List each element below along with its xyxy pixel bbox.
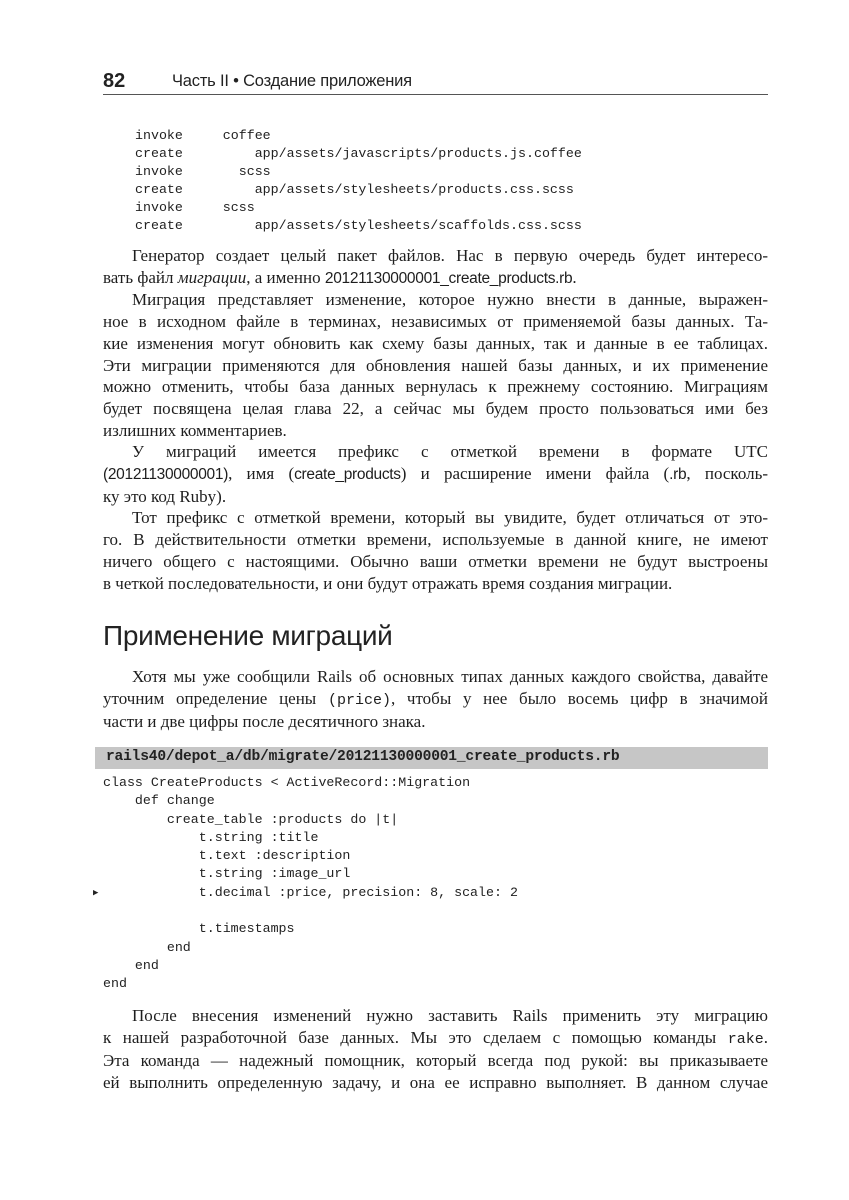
text-run: , имя ( <box>228 464 295 484</box>
paragraph <box>103 441 768 507</box>
code-file-name: rails40/depot_a/db/migrate/20121130000001_create_products.rb <box>106 749 620 765</box>
code-line <box>103 939 518 957</box>
code-file-header <box>95 747 768 769</box>
code-text: class CreateProducts < ActiveRecord::Migration <box>103 775 471 790</box>
generator-output-line: invoke scss <box>135 200 255 215</box>
text-line <box>103 688 768 712</box>
generator-output-line: create app/assets/javascripts/products.js.coffee <box>135 146 582 161</box>
text-run: ) и расширение имени файла ( <box>400 464 670 484</box>
text-line <box>103 486 768 508</box>
code-text: create_table :products do |t| <box>103 811 399 827</box>
text-run: будет посвящена целая глава 22, а сейчас мы будем просто пользоваться ими без <box>103 398 768 418</box>
code-line <box>103 975 518 993</box>
header-divider <box>103 94 768 95</box>
text-run: вать файл <box>103 267 178 287</box>
text-run: уточним определение цены <box>103 688 328 708</box>
text-line <box>103 529 768 551</box>
text-run: Эта команда — надежный помощник, который всегда под рукой: вы приказываете <box>103 1051 768 1071</box>
text-line <box>103 463 768 486</box>
text-run: После внесения изменений нужно заставить Rails применить эту миграцию <box>132 1006 768 1025</box>
code-line <box>93 884 518 902</box>
text-line <box>103 245 768 267</box>
text-line <box>103 376 768 398</box>
code-line <box>103 957 518 975</box>
page-number: 82 <box>103 70 126 92</box>
text-run: , чтобы у нее было восемь цифр в значимой <box>390 688 768 708</box>
text-run: . <box>572 267 577 287</box>
text-run: , посколь- <box>686 464 768 484</box>
text-run: ку это код Ruby). <box>103 486 227 506</box>
code-text: t.string :title <box>103 829 319 845</box>
text-run: . <box>763 1027 768 1047</box>
text-line <box>103 711 768 733</box>
text-run: го. В действительности отметки времени, используемые в данной книге, не имеют <box>103 530 768 550</box>
body-text-top <box>103 245 768 594</box>
inline-code: .rb <box>669 466 687 484</box>
text-line <box>103 666 768 688</box>
text-line <box>103 398 768 420</box>
text-line <box>103 1050 768 1072</box>
code-line <box>103 792 518 810</box>
code-line <box>103 811 518 829</box>
text-line <box>103 573 768 595</box>
paragraph <box>103 666 768 733</box>
paragraph <box>103 245 768 289</box>
generator-output-line: invoke scss <box>135 164 271 179</box>
text-line <box>103 551 768 573</box>
code-text: t.string :image_url <box>103 866 351 882</box>
code-text: def change <box>103 793 215 809</box>
section-heading: Применение миграций <box>103 620 393 651</box>
code-listing <box>93 774 518 994</box>
changed-line-marker-icon: ▶ <box>93 887 99 898</box>
text-line <box>103 355 768 377</box>
text-run: ей выполнить определенную задачу, и она ее исправно выполняет. В данном случае <box>103 1073 768 1093</box>
text-run: У миграций имеется префикс с отметкой времени в формате UTC <box>132 442 768 462</box>
code-line <box>103 902 518 920</box>
generator-output <box>135 127 582 235</box>
text-run: излишних комментариев. <box>103 420 287 440</box>
text-line <box>103 333 768 355</box>
generator-output-line: create app/assets/stylesheets/products.css.scss <box>135 182 574 197</box>
code-line <box>103 920 518 938</box>
text-line <box>103 311 768 333</box>
text-run: ничего общего с настоящими. Обычно ваши отметки времени не будут выстроены <box>103 551 768 571</box>
paragraph <box>103 507 768 594</box>
text-line <box>103 1005 768 1027</box>
code-line <box>103 829 518 847</box>
paragraph <box>103 1005 768 1094</box>
inline-code: rake <box>727 1030 764 1048</box>
text-run: Эти миграции применяются для обновления нашей базы данных, и их применение <box>103 355 768 375</box>
text-run: части и две цифры после десятичного знака. <box>103 712 426 732</box>
text-run: кие изменения могут обновить как схему базы данных, так и данные в ее таблицах. <box>103 333 768 353</box>
inline-code: 20121130000001_create_products.rb <box>324 269 573 287</box>
text-run: , а именно <box>246 267 325 287</box>
running-title: Часть II • Создание приложения <box>172 72 412 90</box>
code-text: end <box>103 939 191 955</box>
body-text-mid <box>103 666 768 733</box>
generator-output-line: invoke coffee <box>135 128 271 143</box>
generator-output-line: create app/assets/stylesheets/scaffolds.css.scss <box>135 218 582 233</box>
inline-code: (20121130000001) <box>103 466 229 484</box>
code-text: t.text :description <box>103 848 351 864</box>
text-run: ное в исходном файле в терминах, независимых от применяемой базы данных. Та- <box>103 312 768 332</box>
code-text: end <box>103 957 159 973</box>
body-text-bottom <box>103 1005 768 1094</box>
text-line <box>103 289 768 311</box>
text-run: к нашей разработочной базе данных. Мы это сделаем с помощью команды <box>103 1027 728 1047</box>
text-line <box>103 441 768 463</box>
code-text: t.decimal :price, precision: 8, scale: 2 <box>103 884 518 900</box>
text-line <box>103 420 768 442</box>
emphasis-text: миграции <box>177 267 247 287</box>
text-run: Тот префикс с отметкой времени, который вы увидите, будет отличаться от это- <box>132 508 768 528</box>
code-line <box>103 865 518 883</box>
code-text: end <box>103 976 127 992</box>
text-line <box>103 1027 768 1051</box>
inline-code: create_products <box>294 466 401 484</box>
text-run: можно отменить, чтобы база данных вернулась к прежнему состоянию. Миграциям <box>103 377 768 397</box>
code-text: t.timestamps <box>103 921 295 937</box>
text-line <box>103 507 768 529</box>
text-run: в четкой последовательности, и они будут отражать время создания миграции. <box>103 573 673 593</box>
paragraph <box>103 289 768 441</box>
text-line <box>103 267 768 290</box>
text-run: Хотя мы уже сообщили Rails об основных типах данных каждого свойства, давайте <box>132 667 768 686</box>
code-line <box>103 847 518 865</box>
inline-code: (price) <box>327 691 391 709</box>
text-run: Генератор создает целый пакет файлов. Нас в первую очередь будет интересо- <box>132 246 768 265</box>
text-run: Миграция представляет изменение, которое нужно внести в данные, выражен- <box>132 290 768 310</box>
code-line <box>103 774 518 792</box>
text-line <box>103 1072 768 1094</box>
